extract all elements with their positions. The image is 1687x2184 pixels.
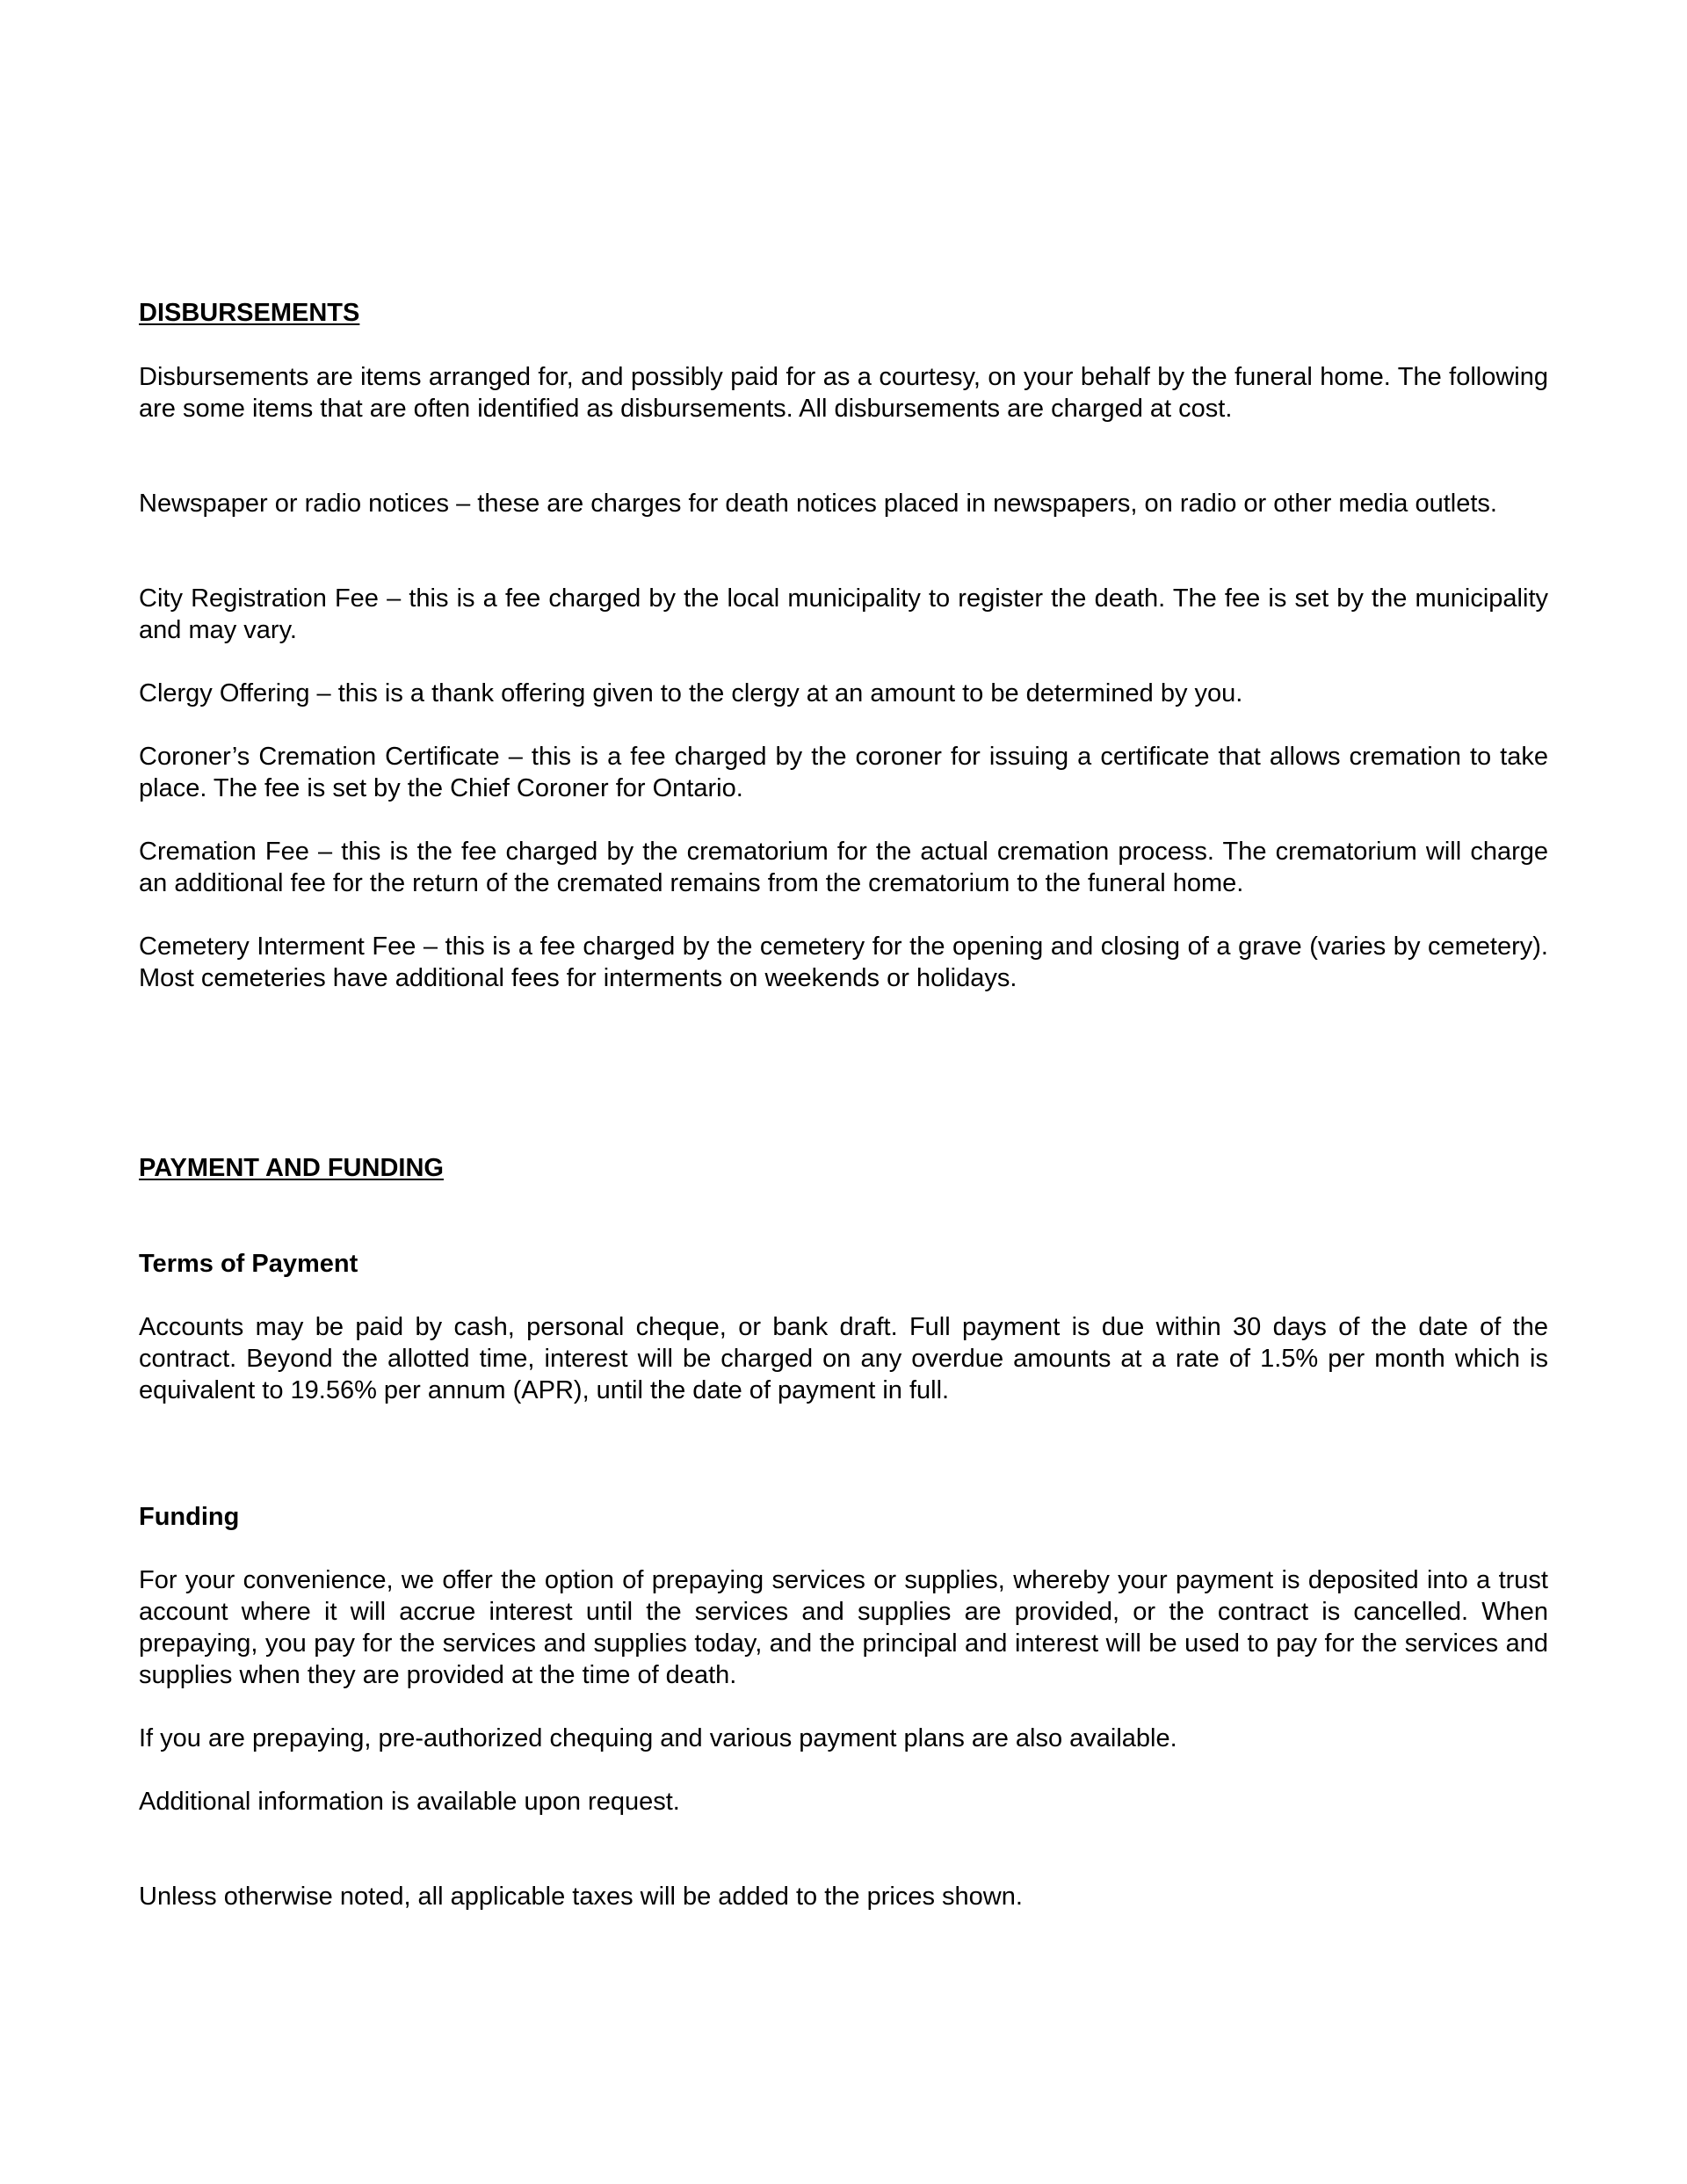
- additional-info-text: Additional information is available upon request.: [139, 1788, 680, 1816]
- funding-heading: Funding: [139, 1503, 240, 1531]
- disbursement-item-coroner-certificate: Coroner’s Cremation Certificate – this is a fee charged by the coroner for issuing a certificate that allows cremation to take place. The fee is set by the Chief Coroner for Ontario.: [139, 743, 1548, 802]
- terms-of-payment-heading: Terms of Payment: [139, 1250, 358, 1278]
- prepay-plans-text: If you are prepaying, pre-authorized chequing and various payment plans are also available.: [139, 1724, 1177, 1752]
- taxes-note-text: Unless otherwise noted, all applicable taxes will be added to the prices shown.: [139, 1883, 1023, 1911]
- payment-funding-heading: PAYMENT AND FUNDING: [139, 1154, 444, 1182]
- disbursement-item-cemetery-interment: Cemetery Interment Fee – this is a fee charged by the cemetery for the opening and closing of a grave (varies by cemetery). Most cemeteries have additional fees for interments on weekends or holidays.: [139, 932, 1548, 992]
- disbursement-item-clergy-offering: Clergy Offering – this is a thank offering given to the clergy at an amount to be determined by you.: [139, 679, 1243, 707]
- terms-of-payment-text: Accounts may be paid by cash, personal cheque, or bank draft. Full payment is due within 30 days of the date of the contract. Beyond the allotted time, interest will be charged on any overdue amounts at a rate of 1.5% per month which is equivalent to 19.56% per annum (APR), until the date of payment in full.: [139, 1313, 1548, 1404]
- disbursements-intro: Disbursements are items arranged for, and possibly paid for as a courtesy, on your behalf by the funeral home. The following are some items that are often identified as disbursements. All disbursements are charged at cost.: [139, 363, 1548, 423]
- funding-text: For your convenience, we offer the option of prepaying services or supplies, whereby your payment is deposited into a trust account where it will accrue interest until the services and supplies are provided, or the contract is cancelled. When prepaying, you pay for the services and supplies today, and the principal and interest will be used to pay for the services and supplies when they are provided at the time of death.: [139, 1566, 1548, 1689]
- disbursement-item-cremation-fee: Cremation Fee – this is the fee charged by the crematorium for the actual cremation process. The crematorium will charge an additional fee for the return of the cremated remains from the crematorium to the funeral home.: [139, 838, 1548, 897]
- disbursement-item-newspaper: Newspaper or radio notices – these are charges for death notices placed in newspapers, on radio or other media outlets.: [139, 490, 1497, 518]
- disbursement-item-city-registration: City Registration Fee – this is a fee charged by the local municipality to register the death. The fee is set by the municipality and may vary.: [139, 584, 1548, 644]
- document-page: [139, 0, 1548, 2184]
- disbursements-heading: DISBURSEMENTS: [139, 299, 360, 327]
